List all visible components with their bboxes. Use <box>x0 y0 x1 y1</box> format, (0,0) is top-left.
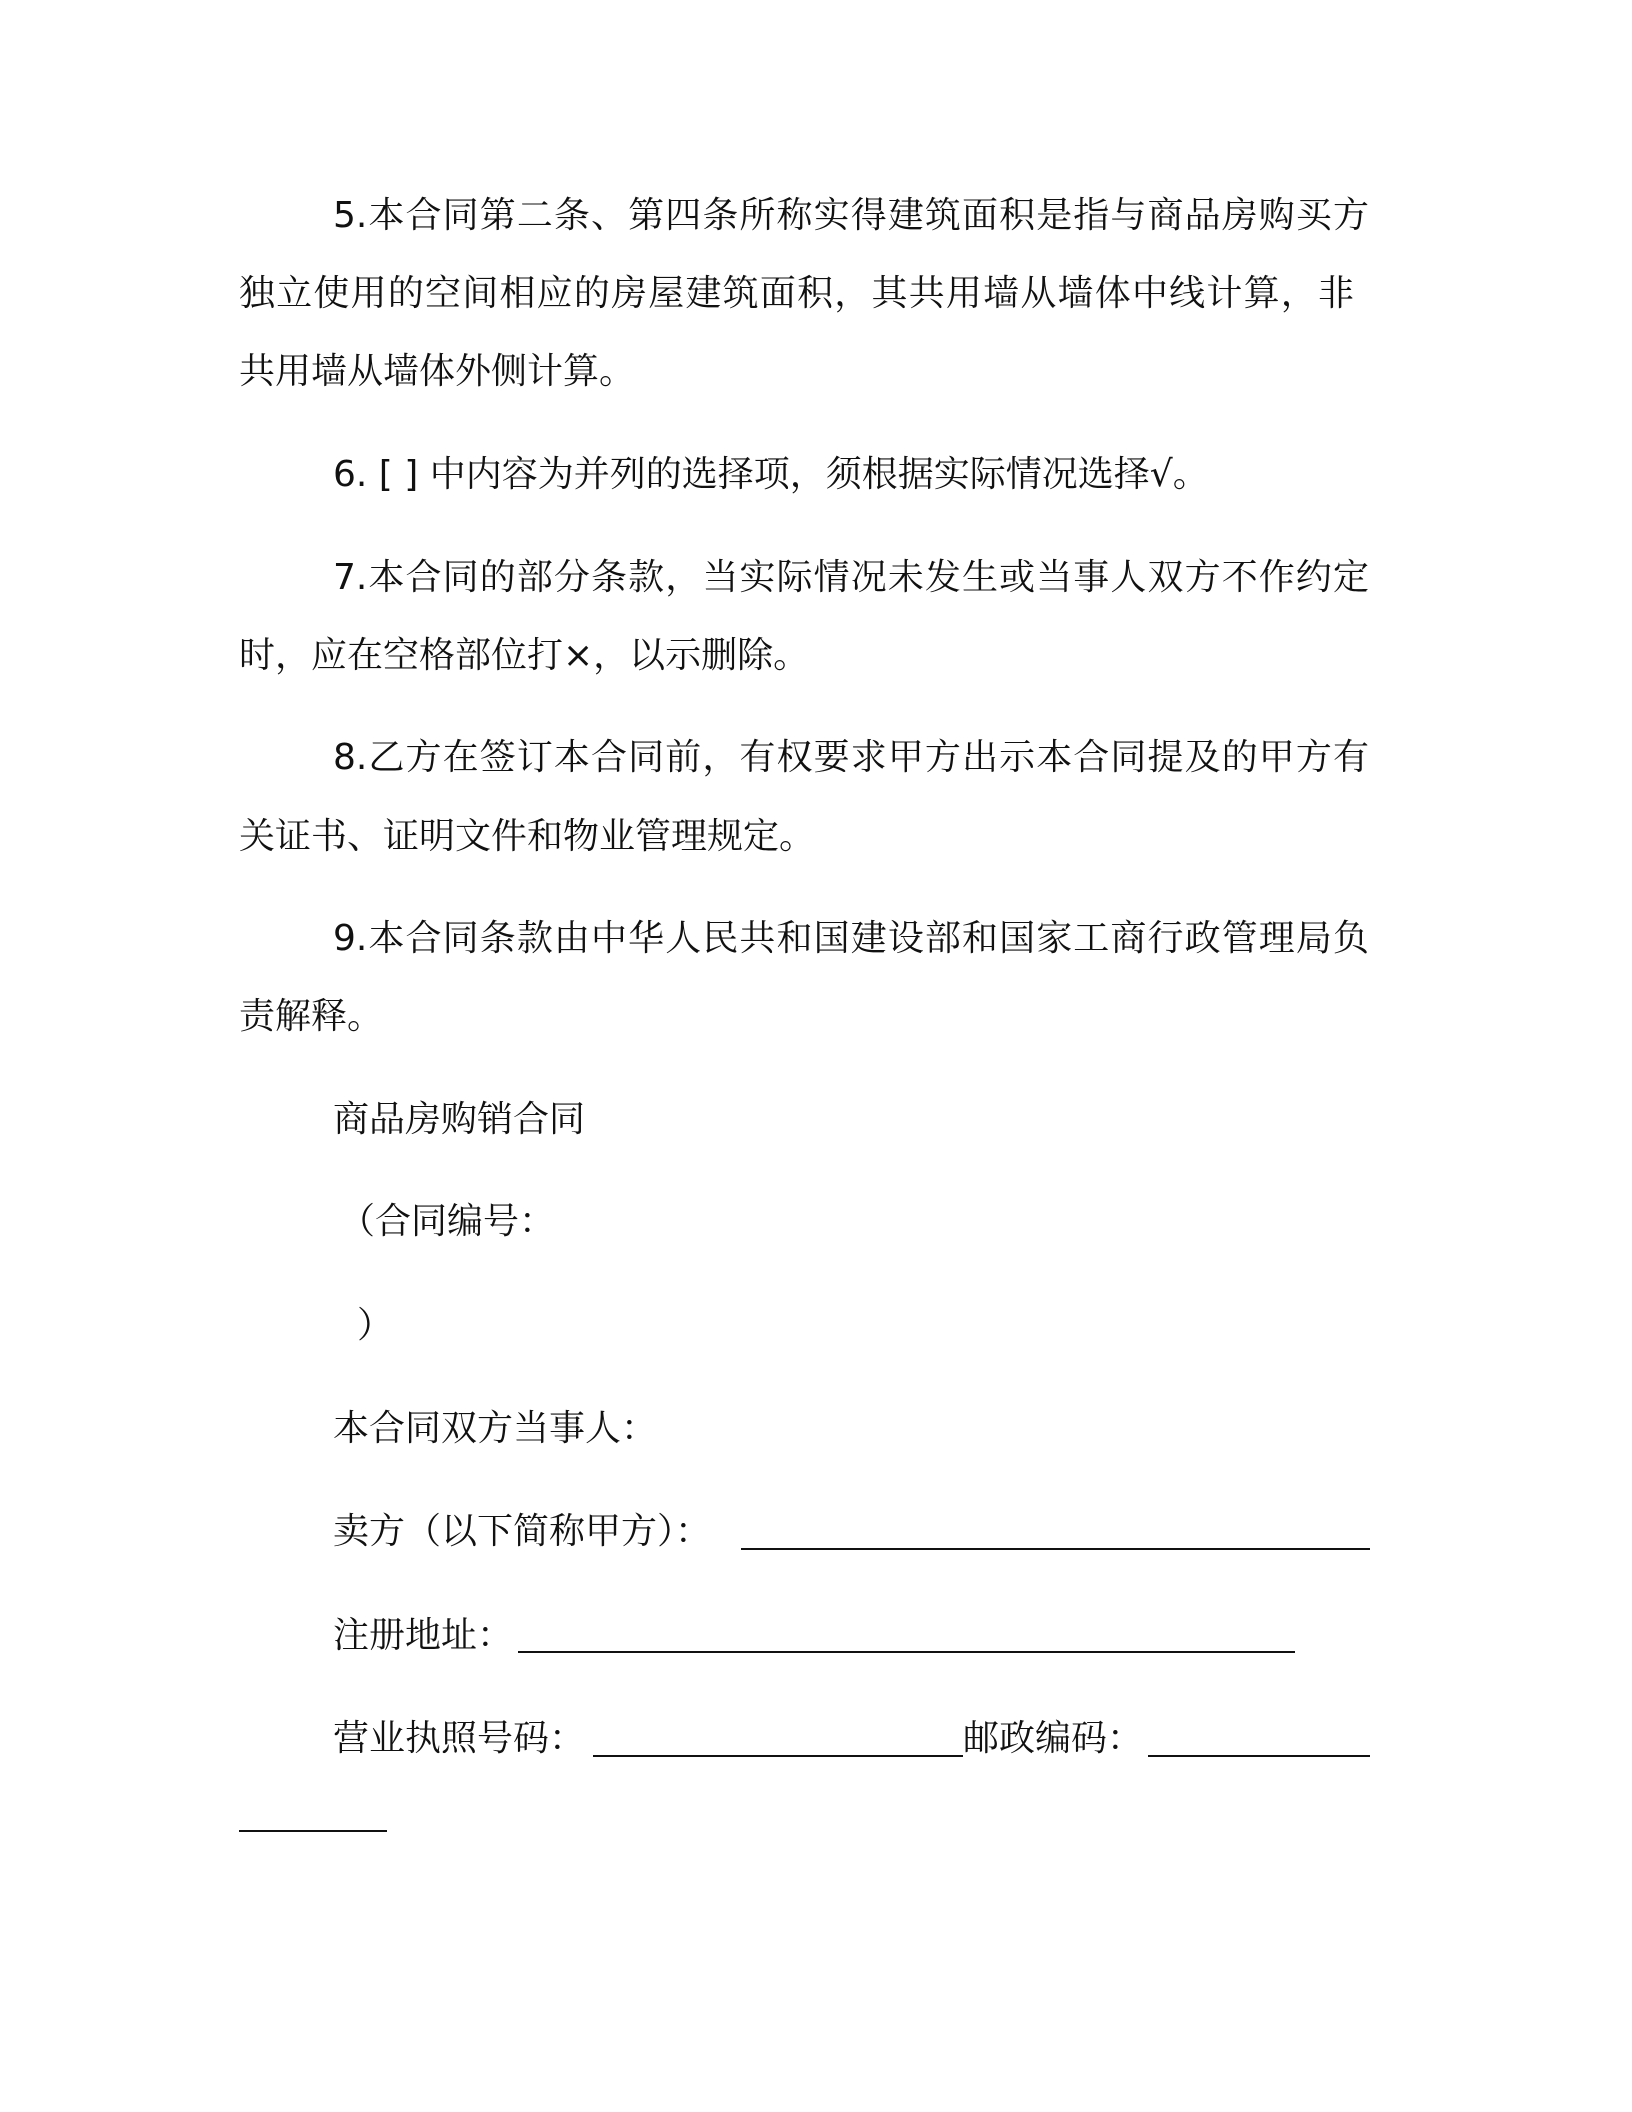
clause-5-line-2: 独立使用的空间相应的房屋建筑面积，其共用墙从墙体中线计算，非 <box>239 274 1354 314</box>
clause-9-line-2: 责解释。 <box>239 996 384 1037</box>
clause-5-line-3: 共用墙从墙体外侧计算。 <box>239 351 636 392</box>
clause-9-line-1: 9.本合同条款由中华人民共和国建设部和国家工商行政管理局负 <box>333 919 1369 959</box>
clause-5-line-1: 5.本合同第二条、第四条所称实得建筑面积是指与商品房购买方 <box>333 196 1369 236</box>
postcode-label: 邮政编码： <box>963 1718 1144 1759</box>
clause-6-line-1: 6. [ ] 中内容为并列的选择项，须根据实际情况选择√。 <box>333 454 1209 495</box>
seller-label: 卖方（以下简称甲方）： <box>333 1511 712 1552</box>
clause-7-line-2: 时，应在空格部位打×，以示删除。 <box>239 635 810 676</box>
license-blank[interactable] <box>593 1755 963 1757</box>
postcode-blank[interactable] <box>1148 1755 1370 1757</box>
contract-title: 商品房购销合同 <box>333 1099 586 1140</box>
contract-number-close: ） <box>357 1305 394 1346</box>
contract-number-open: （合同编号： <box>339 1201 556 1242</box>
clause-7-line-1: 7.本合同的部分条款，当实际情况未发生或当事人双方不作约定 <box>333 558 1369 598</box>
address-label: 注册地址： <box>333 1615 514 1656</box>
license-label: 营业执照号码： <box>333 1718 586 1759</box>
postcode-blank-continued[interactable] <box>239 1830 387 1832</box>
address-blank[interactable] <box>518 1651 1295 1653</box>
clause-8-line-2: 关证书、证明文件和物业管理规定。 <box>239 816 816 857</box>
parties-heading: 本合同双方当事人： <box>333 1408 658 1449</box>
seller-blank[interactable] <box>741 1548 1370 1550</box>
clause-8-line-1: 8.乙方在签订本合同前，有权要求甲方出示本合同提及的甲方有 <box>333 738 1369 778</box>
